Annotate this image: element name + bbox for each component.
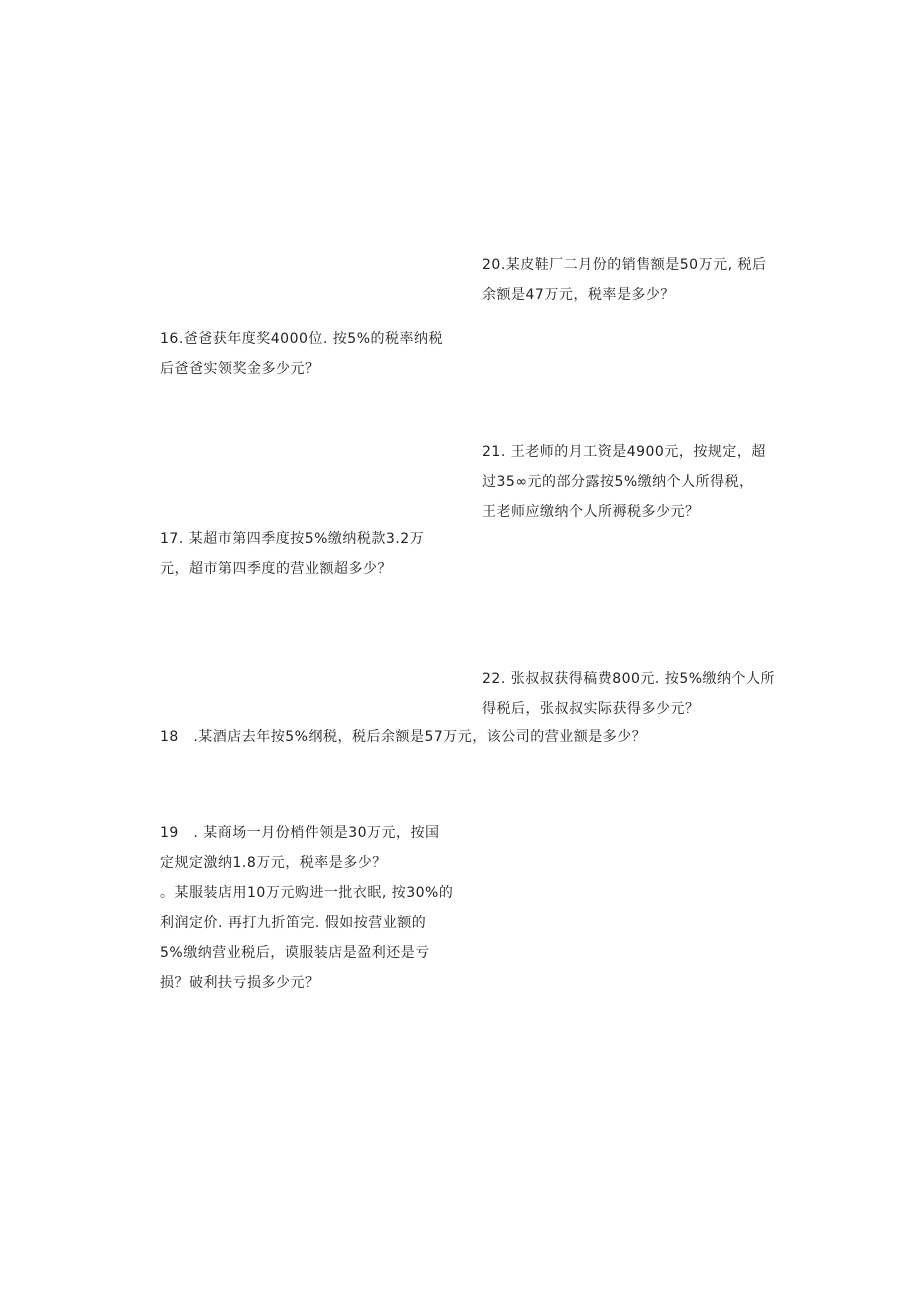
- problem-16-line-1: 16.爸爸获年度奖4000位. 按5%的税率纳税: [160, 331, 444, 347]
- problem-22: [482, 664, 775, 724]
- problem-22-line-2: 得税后，张叔叔实际获得多少元？: [482, 701, 700, 717]
- problem-19-line-2: 定规定激纳1.8万元，税率是多少？: [160, 855, 387, 871]
- problem-19-line-1: 19 . 某商场一月份梢件领是30万元，按国: [160, 825, 440, 841]
- problem-21-line-2: 过35∞元的部分露按5%缴纳个人所得税，: [482, 474, 754, 490]
- problem-20-line-1: 20.某皮鞋厂二月份的销售额是50万元, 税后: [482, 257, 767, 273]
- problem-19-line-3: 。某服装店用10万元购进一批衣眠, 按30%的: [160, 885, 454, 901]
- problem-17-line-1: 17. 某超市第四季度按5%缴纳税款3.2万: [160, 531, 425, 547]
- problem-19: [160, 818, 453, 998]
- problem-19-line-6: 损？破利扶亏损多少元？: [160, 975, 320, 991]
- problem-18: [160, 722, 646, 752]
- problem-17-line-2: 元，超市第四季度的营业额超多少？: [160, 561, 392, 577]
- problem-19-line-4: 利润定价. 再打九折笛完. 假如按营业额的: [160, 915, 427, 931]
- problem-21-line-3: 王老师应缴纳个人所褥税多少元？: [482, 504, 700, 520]
- problem-16: [160, 324, 443, 384]
- problem-22-line-1: 22. 张叔叔获得稿费800元. 按5%缴纳个人所: [482, 671, 776, 687]
- problem-21: [482, 437, 766, 527]
- problem-16-line-2: 后爸爸实领奖金多少元？: [160, 361, 320, 377]
- problem-21-line-1: 21. 王老师的月工资是4900元，按规定，超: [482, 444, 766, 460]
- problem-20: [482, 250, 766, 310]
- problem-18-line-1: 18 .某酒店去年按5%纲税，税后余额是57万元，该公司的营业额是多少？: [160, 729, 647, 745]
- problem-19-line-5: 5%缴纳营业税后，谟服装店是盈利还是亏: [160, 945, 430, 961]
- problem-20-line-2: 余额是47万元，税率是多少？: [482, 287, 675, 303]
- problem-17: [160, 524, 424, 584]
